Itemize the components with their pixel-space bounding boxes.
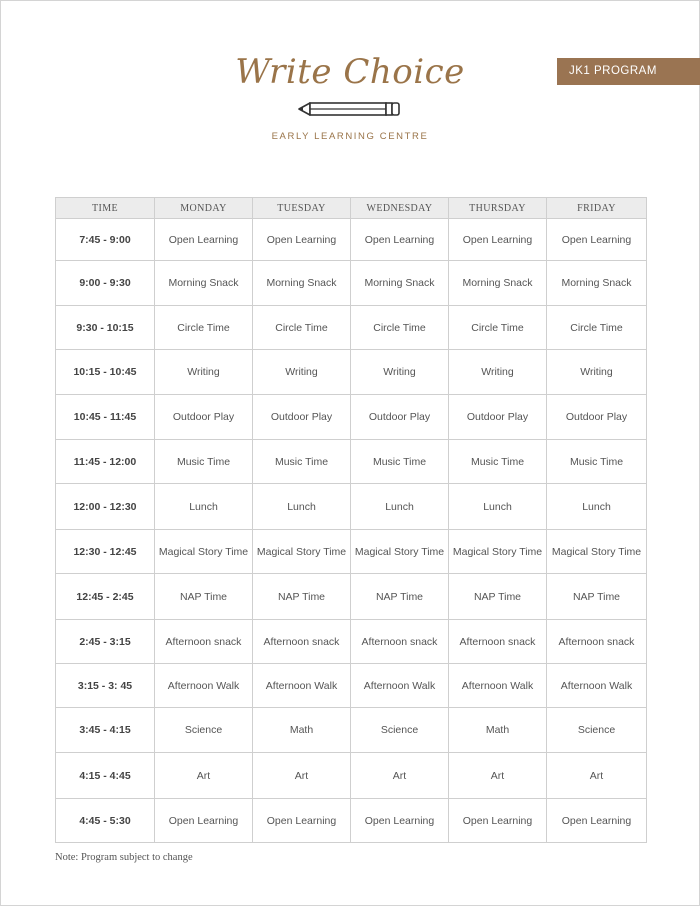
activity-cell: Music Time (253, 440, 351, 484)
header-row (56, 198, 647, 219)
activity-cell: Magical Story Time (449, 530, 547, 574)
activity-cell: Morning Snack (351, 261, 449, 306)
activity-cell: Music Time (547, 440, 647, 484)
activity-cell: Open Learning (547, 219, 647, 261)
activity-cell: Open Learning (155, 219, 253, 261)
activity-cell: Afternoon Walk (351, 664, 449, 708)
time-cell: 9:30 - 10:15 (56, 306, 155, 350)
time-cell: 11:45 - 12:00 (56, 440, 155, 484)
activity-cell: NAP Time (351, 574, 449, 620)
time-cell: 3:15 - 3: 45 (56, 664, 155, 708)
activity-cell: NAP Time (253, 574, 351, 620)
time-cell: 4:15 - 4:45 (56, 753, 155, 799)
activity-cell: Writing (155, 350, 253, 395)
table-row (56, 620, 647, 664)
activity-cell: Open Learning (449, 219, 547, 261)
activity-cell: Afternoon snack (449, 620, 547, 664)
table-row (56, 219, 647, 261)
activity-cell: Music Time (449, 440, 547, 484)
activity-cell: Math (253, 708, 351, 753)
activity-cell: Morning Snack (547, 261, 647, 306)
table-row (56, 484, 647, 530)
column-header-wednesday: WEDNESDAY (351, 198, 449, 219)
activity-cell: Lunch (351, 484, 449, 530)
table-row (56, 664, 647, 708)
activity-cell: Morning Snack (253, 261, 351, 306)
activity-cell: Lunch (155, 484, 253, 530)
table-row (56, 440, 647, 484)
time-cell: 10:15 - 10:45 (56, 350, 155, 395)
activity-cell: Magical Story Time (155, 530, 253, 574)
activity-cell: Afternoon snack (547, 620, 647, 664)
activity-cell: Circle Time (155, 306, 253, 350)
activity-cell: Afternoon Walk (155, 664, 253, 708)
activity-cell: NAP Time (449, 574, 547, 620)
activity-cell: Outdoor Play (449, 395, 547, 440)
activity-cell: Magical Story Time (547, 530, 647, 574)
activity-cell: Writing (253, 350, 351, 395)
activity-cell: Science (547, 708, 647, 753)
activity-cell: Afternoon Walk (253, 664, 351, 708)
activity-cell: Open Learning (253, 219, 351, 261)
activity-cell: Afternoon Walk (449, 664, 547, 708)
table-row (56, 350, 647, 395)
activity-cell: Circle Time (449, 306, 547, 350)
time-cell: 12:45 - 2:45 (56, 574, 155, 620)
activity-cell: Afternoon snack (155, 620, 253, 664)
program-badge: JK1 PROGRAM (557, 58, 700, 85)
activity-cell: Afternoon snack (253, 620, 351, 664)
activity-cell: Open Learning (449, 799, 547, 843)
table-row (56, 574, 647, 620)
activity-cell: Writing (449, 350, 547, 395)
time-cell: 12:30 - 12:45 (56, 530, 155, 574)
activity-cell: Open Learning (155, 799, 253, 843)
activity-cell: Music Time (155, 440, 253, 484)
activity-cell: Science (351, 708, 449, 753)
time-cell: 10:45 - 11:45 (56, 395, 155, 440)
activity-cell: Magical Story Time (253, 530, 351, 574)
table-row (56, 261, 647, 306)
activity-cell: Lunch (547, 484, 647, 530)
time-cell: 3:45 - 4:15 (56, 708, 155, 753)
activity-cell: Art (155, 753, 253, 799)
activity-cell: Art (547, 753, 647, 799)
activity-cell: Outdoor Play (547, 395, 647, 440)
activity-cell: Lunch (253, 484, 351, 530)
activity-cell: Open Learning (253, 799, 351, 843)
activity-cell: Math (449, 708, 547, 753)
schedule-table (55, 197, 647, 843)
activity-cell: Morning Snack (449, 261, 547, 306)
column-header-tuesday: TUESDAY (253, 198, 351, 219)
time-cell: 12:00 - 12:30 (56, 484, 155, 530)
activity-cell: Music Time (351, 440, 449, 484)
brand-subtitle: EARLY LEARNING CENTRE (271, 131, 429, 142)
activity-cell: Outdoor Play (155, 395, 253, 440)
activity-cell: Open Learning (351, 799, 449, 843)
activity-cell: NAP Time (155, 574, 253, 620)
activity-cell: Afternoon Walk (547, 664, 647, 708)
activity-cell: Circle Time (351, 306, 449, 350)
time-cell: 9:00 - 9:30 (56, 261, 155, 306)
activity-cell: Writing (351, 350, 449, 395)
activity-cell: Lunch (449, 484, 547, 530)
activity-cell: Circle Time (547, 306, 647, 350)
activity-cell: Open Learning (547, 799, 647, 843)
column-header-thursday: THURSDAY (449, 198, 547, 219)
time-cell: 7:45 - 9:00 (56, 219, 155, 261)
table-row (56, 395, 647, 440)
table-row (56, 530, 647, 574)
activity-cell: Circle Time (253, 306, 351, 350)
activity-cell: Science (155, 708, 253, 753)
table-row (56, 753, 647, 799)
activity-cell: NAP Time (547, 574, 647, 620)
activity-cell: Open Learning (351, 219, 449, 261)
column-header-time: TIME (56, 198, 155, 219)
activity-cell: Morning Snack (155, 261, 253, 306)
activity-cell: Magical Story Time (351, 530, 449, 574)
column-header-monday: MONDAY (155, 198, 253, 219)
time-cell: 4:45 - 5:30 (56, 799, 155, 843)
pencil-icon (298, 100, 400, 118)
table-row (56, 306, 647, 350)
column-header-friday: FRIDAY (547, 198, 647, 219)
activity-cell: Art (351, 753, 449, 799)
footnote: Note: Program subject to change (55, 852, 193, 863)
activity-cell: Writing (547, 350, 647, 395)
brand-logo-text: Write Choice (235, 52, 465, 92)
table-row (56, 799, 647, 843)
table-row (56, 708, 647, 753)
activity-cell: Art (449, 753, 547, 799)
activity-cell: Afternoon snack (351, 620, 449, 664)
activity-cell: Art (253, 753, 351, 799)
activity-cell: Outdoor Play (351, 395, 449, 440)
activity-cell: Outdoor Play (253, 395, 351, 440)
time-cell: 2:45 - 3:15 (56, 620, 155, 664)
